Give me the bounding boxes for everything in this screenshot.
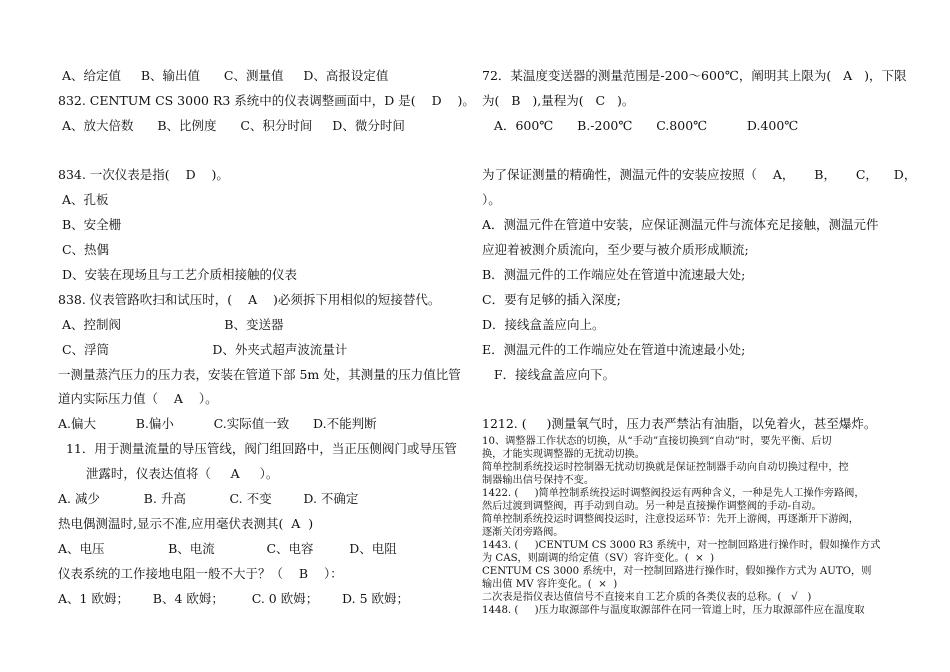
text-line: F．接线盒盖应向下。 [482,367,616,382]
text-line: 仪表系统的工作接地电阻一般不大于？（ B ）： [58,566,343,581]
text-line: 为( B ),量程为( C )。 [482,93,635,108]
text-line: CENTUM CS 3000 系统中，对一控制回路进行操作时，假如操作方式为 AUTO，则 [482,566,872,577]
text-line: A. 减少 B. 升高 C. 不变 D. 不确定 [58,491,359,506]
text-line: 热电偶测温时,显示不准,应用毫伏表测其( A ) [58,516,314,531]
text-line: A、孔板 [58,192,109,207]
text-line: ）。 [482,192,501,207]
text-line: 1212. ( )测量氧气时，压力表严禁沾有油脂，以免着火，甚至爆炸。 [482,416,877,431]
text-line: D．接线盒盖应向上。 [482,317,605,332]
text-line: 72．某温度变送器的测量范围是-200～600℃，阐明其上限为( A )，下限 [482,68,907,83]
text-line: 10、调整器工作状态的切换，从“手动”直接切换到“自动”时，要先平衡、后切 [482,436,832,447]
text-line: 换，才能实现调整器的无扰动切换。 [482,449,645,460]
text-line: C、浮筒 D、外夹式超声波流量计 [58,342,348,357]
text-line: 制器输出信号保持不变。 [482,475,595,486]
text-line: C、热偶 [58,242,110,257]
text-line: 应迎着被测介质流向，至少要与被介质形成顺流; [482,242,749,257]
text-line: 道内实际压力值（ A ）。 [58,391,218,406]
text-line: A．600℃ B.-200℃ C.800℃ D.400℃ [482,118,799,133]
text-line: 838. 仪表管路吹扫和试压时，( A )必须拆下用相似的短接替代。 [58,292,441,307]
text-line: A．测温元件在管道中安装，应保证测温元件与流体充足接触，测温元件 [482,217,879,232]
text-line: 逐渐关闭旁路阀。 [482,527,564,538]
text-line: C．要有足够的插入深度; [482,292,621,307]
text-line: 11．用于测量流量的导压管线，阀门组回路中，当正压侧阀门或导压管 [58,441,457,456]
text-line: 834. 一次仪表是指( D )。 [58,167,229,182]
text-line: A、控制阀 B、变送器 [58,317,284,332]
text-line: 输出值 MV 容许变化。( × ) [482,579,618,590]
text-line: B．测温元件的工作端应处在管道中流速最大处; [482,267,746,282]
text-line: 1448. ( )压力取源部件与温度取源部件在同一管道上时，压力取源部件应在温度取 [482,605,865,616]
text-line: 二次表是指仪表达值信号不直接来自工艺介质的各类仪表的总称。( √ ) [482,592,812,603]
text-line: B、安全栅 [58,217,122,232]
text-line: 为 CAS，则副调的给定值（SV）容许变化。( × ) [482,553,715,564]
text-line: 一测量蒸汽压力的压力表，安装在管道下部 5m 处，其测量的压力值比管 [58,367,461,382]
text-line: A、给定值 B、输出值 C、测量值 D、高报设定值 [58,68,389,83]
text-line: 1443. ( )CENTUM CS 3000 R3 系统中，对一控制回路进行操作时，假如操作方式 [482,540,881,551]
text-line: A.偏大 B.偏小 C.实际值一致 D.不能判断 [58,416,377,431]
text-line: 832. CENTUM CS 3000 R3 系统中的仪表调整画面中，D 是( D )。 [58,93,475,108]
text-line: 简单控制系统投运时调整阀投运时，注意投运环节：先开上游阀，再逐渐开下游阀， [482,514,859,525]
text-line: 为了保证测量的精确性，测温元件的安装应按照（ A， B， C， D， [482,167,917,182]
text-line: A、1 欧姆； B、4 欧姆； C. 0 欧姆； D. 5 欧姆； [58,591,410,606]
text-line: D、安装在现场且与工艺介质相接触的仪表 [58,267,297,282]
text-line: A、放大倍数 B、比例度 C、积分时间 D、微分时间 [58,118,405,133]
text-line: 然后过渡到调整阀，再手动到自动。另一种是直接操作调整阀的手动-自动。 [482,501,822,512]
text-line: E．测温元件的工作端应处在管道中流速最小处; [482,342,746,357]
text-line: 简单控制系统投运时控制器无扰动切换就是保证控制器手动向自动切换过程中，控 [482,462,849,473]
text-line: A、电压 B、电流 C、电容 D、电阻 [58,541,397,556]
text-line: 1422. ( )简单控制系统投运时调整阀投运有两种含义，一种是先人工操作旁路阀， [482,488,865,499]
text-line: 泄露时，仪表达值将（ A ）。 [58,466,279,481]
